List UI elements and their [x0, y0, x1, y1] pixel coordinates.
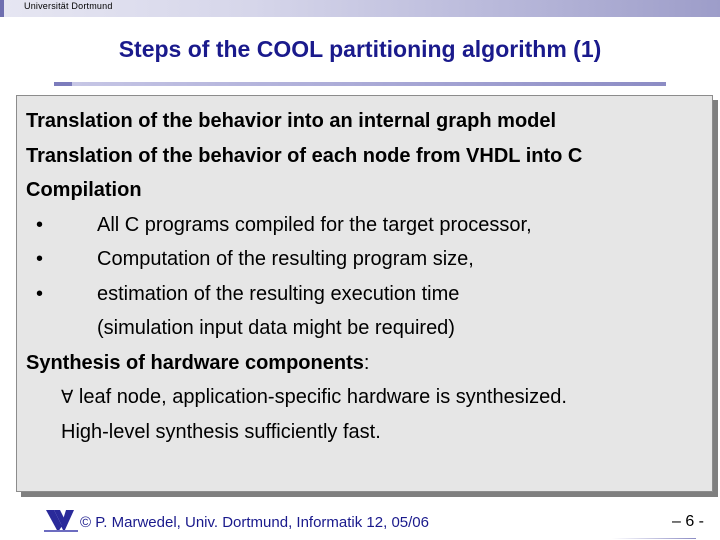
- step-compilation: Compilation: [26, 179, 142, 201]
- university-name: Universität Dortmund: [24, 1, 113, 11]
- bullet-marker: •: [36, 248, 44, 270]
- bullet-text: All C programs compiled for the target processor,: [97, 213, 532, 236]
- step-translation-vhdl: Translation of the behavior of each node from VHDL into C: [26, 144, 583, 167]
- bullet-item: [26, 208, 706, 243]
- university-logo-icon: [44, 508, 78, 534]
- title-underline-accent: [54, 82, 72, 86]
- bullet-text: estimation of the resulting execution time: [97, 282, 460, 305]
- bullet-item: [26, 242, 706, 277]
- synthesis-note: High-level synthesis sufficiently fast.: [61, 420, 381, 443]
- title-underline: [54, 82, 666, 86]
- synthesis-detail: leaf node, application-specific hardware is synthesized.: [73, 386, 567, 408]
- header-accent: [0, 0, 4, 17]
- bullet-continuation: (simulation input data might be required): [97, 317, 455, 339]
- bullet-marker: •: [36, 213, 44, 236]
- footer-copyright: © P. Marwedel, Univ. Dortmund, Informatik 12, 05/06: [80, 514, 429, 531]
- forall-symbol: ∀: [61, 387, 74, 408]
- bullet-text: Computation of the resulting program size,: [97, 248, 474, 270]
- bullet-marker: •: [36, 282, 44, 305]
- slide-content: [26, 104, 706, 449]
- page-number: – 6 -: [671, 513, 704, 530]
- synthesis-heading: Synthesis of hardware components: [26, 351, 364, 374]
- slide-title: Steps of the COOL partitioning algorithm (1): [118, 36, 602, 62]
- bullet-item: [26, 277, 706, 312]
- footer-rule: [612, 538, 696, 539]
- step-translation-graph: Translation of the behavior into an internal graph model: [26, 110, 557, 132]
- synthesis-detail-line: [26, 380, 706, 415]
- step-synthesis: [26, 346, 706, 381]
- synthesis-colon: :: [363, 351, 370, 374]
